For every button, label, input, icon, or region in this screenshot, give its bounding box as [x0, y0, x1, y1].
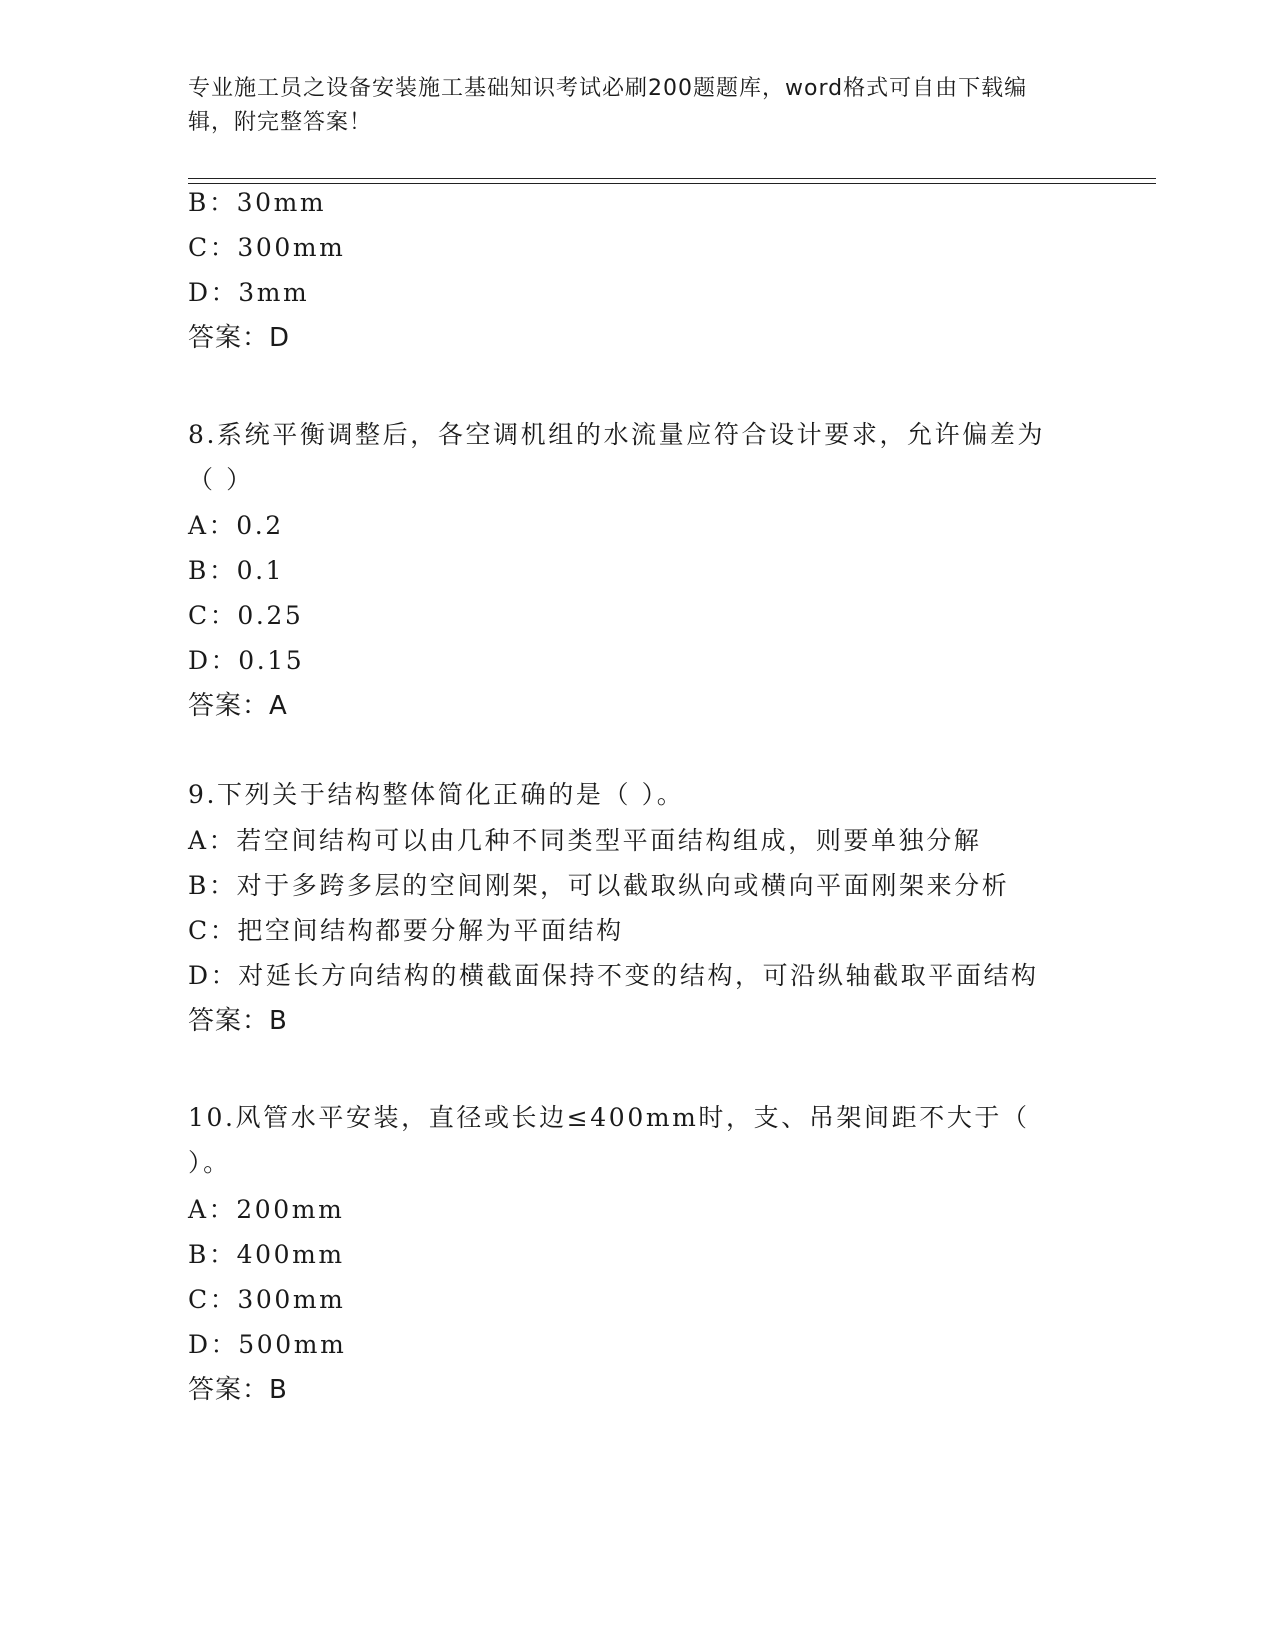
document-title: 专业施工员之设备安装施工基础知识考试必刷200题题库，word格式可自由下载编辑，附完整答案！: [188, 76, 1028, 135]
q10-option-a: A：200mm: [188, 1195, 345, 1224]
header-divider-top: [188, 178, 1156, 179]
q7-option-c: C：300mm: [188, 233, 346, 262]
q9-option-b: B：对于多跨多层的空间刚架，可以截取纵向或横向平面刚架来分析: [188, 871, 1010, 900]
header-divider-bottom: [188, 183, 1156, 184]
q8-option-d: D：0.15: [188, 646, 305, 675]
q8-option-c: C：0.25: [188, 601, 304, 630]
q9-option-c: C：把空间结构都要分解为平面结构: [188, 916, 624, 945]
q10-answer: 答案：B: [188, 1375, 288, 1405]
q8-answer: 答案：A: [188, 691, 288, 721]
q8-stem: 8.系统平衡调整后，各空调机组的水流量应符合设计要求，允许偏差为（ ）: [188, 420, 1046, 494]
q10-option-d: D：500mm: [188, 1330, 347, 1359]
q9-answer: 答案：B: [188, 1006, 288, 1036]
q7-answer: 答案：D: [188, 323, 291, 353]
q9-option-a: A：若空间结构可以由几种不同类型平面结构组成，则要单独分解: [188, 826, 982, 855]
q10-option-c: C：300mm: [188, 1285, 346, 1314]
q8-option-a: A：0.2: [188, 511, 284, 540]
q9-stem: 9.下列关于结构整体简化正确的是（ ）。: [188, 780, 685, 809]
q7-option-d: D：3mm: [188, 278, 310, 307]
q10-stem: 10.风管水平安装，直径或长边≤400mm时，支、吊架间距不大于（ ）。: [188, 1103, 1030, 1177]
q8-option-b: B：0.1: [188, 556, 285, 585]
q10-option-b: B：400mm: [188, 1240, 345, 1269]
q7-option-b: B：30mm: [188, 188, 327, 217]
q9-option-d: D：对延长方向结构的横截面保持不变的结构，可沿纵轴截取平面结构: [188, 961, 1039, 990]
